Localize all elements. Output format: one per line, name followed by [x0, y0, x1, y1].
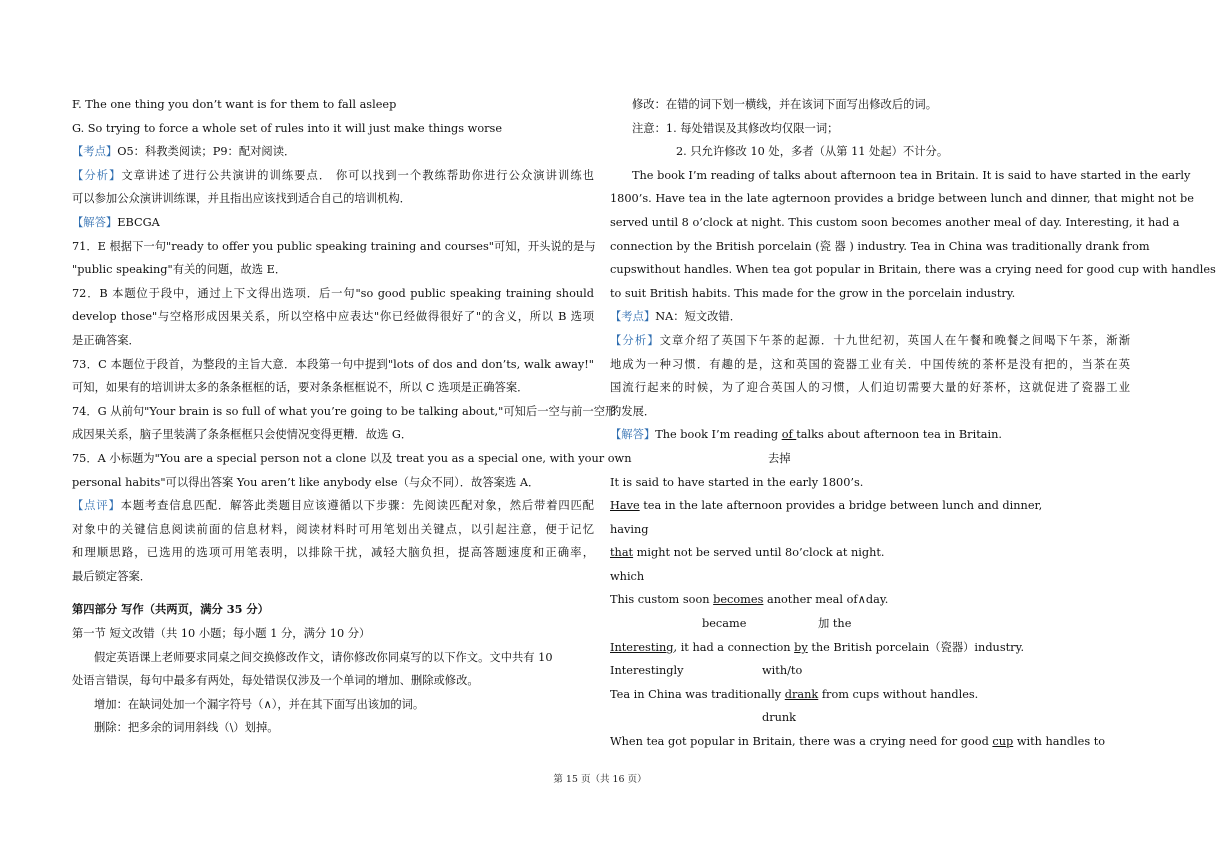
passage-line4: connection by the British porcelain (瓷 器 ) industry. Tea in China was traditionally drank from — [610, 239, 1150, 253]
sentence-4: that might not be served until 8o’clock at night. — [610, 546, 885, 560]
option-g: G. So trying to force a whole set of rules into it will just make things worse — [72, 121, 503, 135]
correction-3: having — [610, 522, 649, 536]
intro-add: 增加：在缺词处加一个漏字符号（∧），并在其下面写出该加的词。 — [94, 697, 425, 711]
passage-line6: to suit British habits. This made for the grow in the porcelain industry. — [610, 286, 1016, 300]
q72-line3: 是正确答案． — [72, 333, 140, 347]
fenxi-2-line2: 地成为一种习惯．有趣的是，这和英国的瓷器工业有关．中国传统的茶杯是没有把的，当茶在英 — [610, 357, 1130, 371]
q75-line2: personal habits"可以得出答案 You aren’t like anybody else（与众不同）．故答案选 A． — [72, 475, 540, 489]
note-1: 注意：1. 每处错误及其修改均仅限一词； — [632, 121, 839, 135]
q75-line1: 75．A 小标题为"You are a special person not a clone 以及 treat you as a special one, with your own — [72, 451, 632, 465]
q74-line1: 74．G 从前句"Your brain is so full of what you’re going to be talking about,"可知后一空与前一空形 — [72, 404, 617, 418]
kaodian-2: 【考点】NA：短文改错． — [610, 310, 742, 324]
q71-line2: "public speaking"有关的问题，故选 E． — [72, 263, 287, 277]
jieda-tag: 【解答】 — [610, 428, 656, 442]
fenxi-1-line1: 【分析】文章讲述了进行公共演讲的训练要点． 你可以找到一个教练帮助你进行公众演讲训练也 — [72, 168, 594, 182]
q73-line2: 可知，如果有的培训讲太多的条条框框的话，要对条条框框说不，所以 C 选项是正确答案． — [72, 381, 529, 395]
error-word: Interesting — [610, 640, 674, 654]
jieda-2: 【解答】The book I’m reading of talks about afternoon tea in Britain. — [610, 428, 1002, 442]
correction-7: drunk — [762, 711, 797, 725]
sentence-7: Tea in China was traditionally drank from cups without handles. — [610, 687, 979, 701]
error-word: by — [794, 640, 808, 654]
correction-1: 去掉 — [768, 451, 791, 465]
q74-line2: 成因果关系，脑子里装满了条条框框只会使情况变得更糟．故选 G． — [72, 428, 413, 442]
fenxi-tag: 【分析】 — [610, 333, 660, 347]
fenxi-2-line1: 【分析】文章介绍了英国下午茶的起源．十九世纪初，英国人在午餐和晚餐之间喝下午茶，渐渐 — [610, 333, 1130, 347]
q72-line2: develop those"与空格形成因果关系，所以空格中应表达"你已经做得很好了"的含义，所以 B 选项 — [72, 310, 594, 324]
error-word: becomes — [713, 593, 764, 607]
dianping-line3: 和理顺思路，已选用的选项可用笔表明，以排除干扰，减轻大脑负担，提高答题速度和正确率， — [72, 546, 594, 560]
jieda-1: 【解答】EBCGA — [72, 215, 160, 229]
correction-6: Interestingly with/to — [610, 664, 803, 678]
intro-line2: 处语言错误，每句中最多有两处，每处错误仅涉及一个单词的增加、删除或修改。 — [72, 674, 479, 688]
q71-line1: 71．E 根据下一句"ready to offer you public speaking training and courses"可知，开头说的是与 — [72, 239, 596, 253]
passage-line1: The book I’m reading of talks about afternoon tea in Britain. It is said to have started in the early — [632, 168, 1191, 182]
dianping-line4: 最后锁定答案． — [72, 569, 152, 583]
fenxi-1-line2: 可以参加公众演讲训练课，并且指出应该找到适合自己的培训机构． — [72, 192, 411, 206]
q73-line1: 73．C 本题位于段首，为整段的主旨大意．本段第一句中提到"lots of dos and don’ts, walk away!" — [72, 357, 594, 371]
jieda-tag: 【解答】 — [72, 215, 118, 229]
page-number: 第 15 页（共 16 页） — [553, 774, 647, 785]
correction-5: became 加 the — [702, 617, 852, 631]
instruction-modify: 修改：在错的词下划一横线，并在该词下面写出修改后的词。 — [632, 98, 938, 111]
dianping-line1: 【点评】本题考查信息匹配．解答此类题目应该遵循以下步骤：先阅读匹配对象，然后带着四匹配 — [72, 499, 594, 513]
error-word: of — [781, 428, 797, 442]
option-f: F. The one thing you don’t want is for them to fall asleep — [72, 98, 397, 111]
dianping-line2: 对象中的关键信息阅读前面的信息材料，阅读材料时可用笔划出关键点，以引起注意，便于记忆 — [72, 522, 594, 536]
error-word: cup — [992, 735, 1014, 749]
q72-line1: 72．B 本题位于段中，通过上下文得出选项．后一句"so good public speaking training should — [72, 286, 594, 300]
intro-delete: 删除：把多余的词用斜线（\）划掉。 — [94, 721, 279, 735]
intro-line1: 假定英语课上老师要求同桌之间交换修改作文，请你修改你同桌写的以下作文。文中共有 10 — [94, 650, 553, 664]
part4-heading: 第四部分 写作（共两页，满分 35 分） — [72, 602, 269, 617]
error-word: Have — [610, 499, 640, 513]
fenxi-2-line4: 的发展． — [610, 404, 656, 418]
spacer — [72, 588, 594, 598]
passage-line3: served until 8 o’clock at night. This custom soon becomes another meal of day. Interesting, it had a — [610, 215, 1180, 229]
kaodian-tag: 【考点】 — [610, 310, 656, 324]
dianping-tag: 【点评】 — [72, 499, 121, 513]
correction-4: which — [610, 569, 645, 583]
sentence-2: It is said to have started in the early 1800’s. — [610, 475, 864, 489]
section1-heading: 第一节 短文改错（共 10 小题；每小题 1 分，满分 10 分） — [72, 627, 371, 641]
kaodian-1: 【考点】O5：科教类阅读；P9：配对阅读． — [72, 145, 296, 159]
fenxi-tag: 【分析】 — [72, 168, 122, 182]
kaodian-tag: 【考点】 — [72, 145, 118, 159]
error-word: drank — [784, 687, 819, 701]
sentence-5: This custom soon becomes another meal of∧day. — [610, 593, 889, 607]
right-column — [610, 93, 1216, 754]
fenxi-2-line3: 国流行起来的时候，为了迎合英国人的习惯，人们迫切需要大量的好茶杯，这就促进了瓷器工业 — [610, 381, 1130, 395]
sentence-3: Have tea in the late afternoon provides a bridge between lunch and dinner, — [610, 499, 1043, 513]
passage-line2: 1800’s. Have tea in the late agternoon provides a bridge between lunch and dinner, that might not be — [610, 192, 1194, 206]
note-2: 2. 只允许修改 10 处，多者（从第 11 处起）不计分。 — [676, 145, 949, 159]
sentence-6: Interesting, it had a connection by the British porcelain（瓷器）industry. — [610, 640, 1025, 654]
passage-line5: cupswithout handles. When tea got popular in Britain, there was a crying need for good cup with handles — [610, 263, 1216, 277]
sentence-8: When tea got popular in Britain, there was a crying need for good cup with handles to — [610, 735, 1106, 749]
error-word: that — [610, 546, 634, 560]
